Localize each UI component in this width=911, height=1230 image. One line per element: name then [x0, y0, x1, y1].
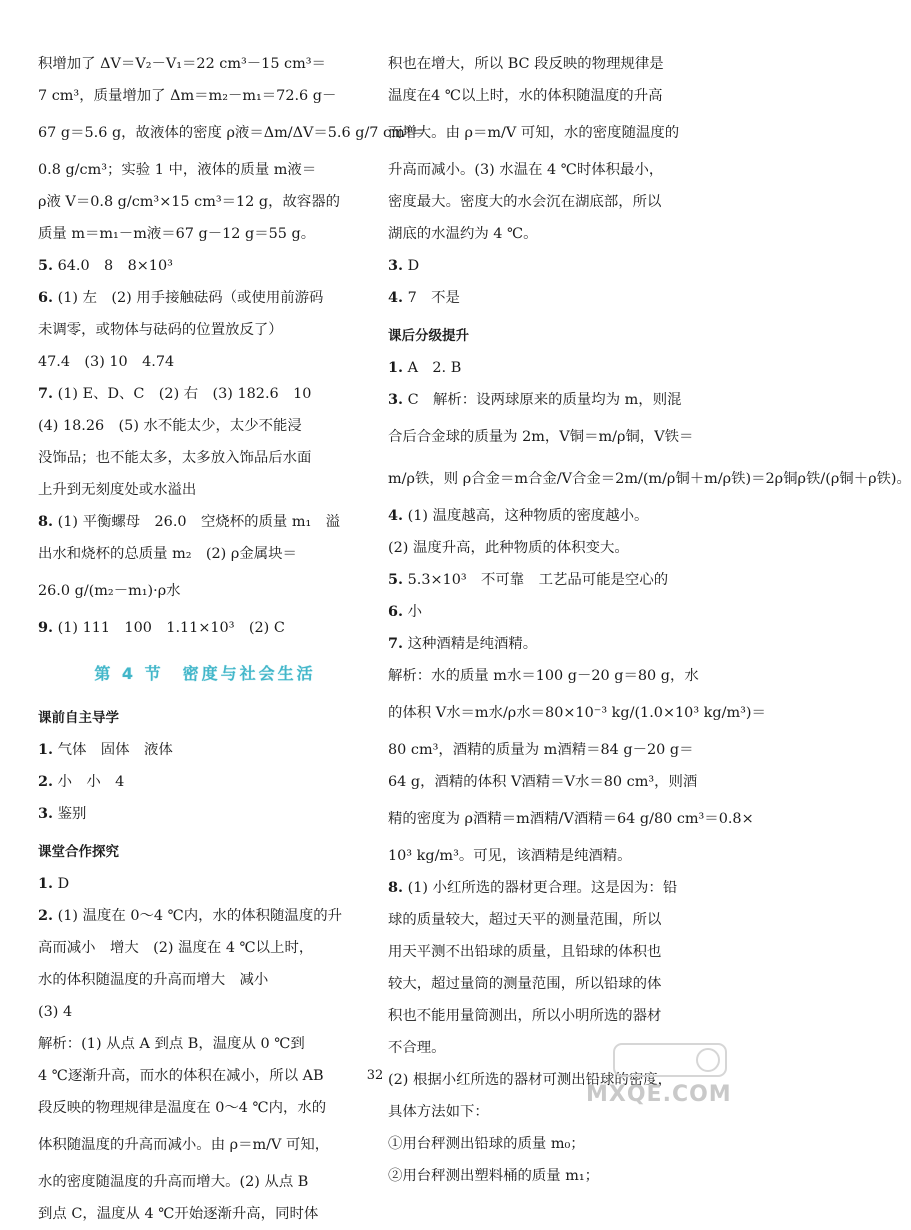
text-line: 上升到无刻度处或水溢出: [38, 482, 197, 498]
answer-item: [38, 282, 372, 314]
item-number: 2.: [38, 907, 54, 924]
item-text: 鉴别: [57, 806, 87, 822]
text-line: 未调零，或物体与砝码的位置放反了）: [38, 322, 283, 338]
text-line: 湖底的水温约为 4 ℃。: [388, 226, 538, 242]
text-line: 解析：(1) 从点 A 到点 B，温度从 0 ℃到: [38, 1036, 305, 1052]
text-line: 较大，超过量筒的测量范围，所以铅球的体: [388, 976, 662, 992]
text-line: (2) 根据小红所选的器材可测出铅球的密度，: [388, 1072, 672, 1088]
text-line: 质量 m＝m₁－m液＝67 g－12 g＝55 g。: [38, 226, 316, 242]
answer-item: [38, 250, 372, 282]
text-line: 合后合金球的质量为 2m，V铜＝m/ρ铜，V铁＝: [388, 429, 694, 445]
item-text: 这种酒精是纯酒精。: [407, 636, 538, 652]
section-heading: 课堂合作探究: [38, 844, 119, 860]
text-line: 密度最大。密度大的水会沉在湖底部，所以: [388, 194, 662, 210]
answer-item: [388, 596, 714, 628]
item-number: 1.: [38, 741, 54, 758]
answer-item: [38, 378, 372, 410]
text-line: 段反映的物理规律是温度在 0～4 ℃内，水的: [38, 1100, 327, 1116]
answer-item: [388, 384, 714, 416]
item-number: 7.: [388, 635, 404, 652]
section-title: 第 4 节 密度与社会生活: [94, 664, 316, 683]
watermark-logo-ring: [697, 1049, 719, 1071]
item-text: (1) 111 100 1.11×10³ (2) C: [57, 620, 285, 636]
item-text: 5.3×10³ 不可靠 工艺品可能是空心的: [407, 572, 669, 588]
item-number: 6.: [38, 289, 54, 306]
answer-item: [388, 628, 714, 660]
item-number: 7.: [38, 385, 54, 402]
item-text: A 2. B: [407, 360, 462, 376]
text-line: 10³ kg/m³。可见，该酒精是纯酒精。: [388, 848, 632, 864]
item-number: 3.: [388, 257, 404, 274]
page-number: 32: [366, 1068, 384, 1083]
text-line: ②用台秤测出塑料桶的质量 m₁；: [388, 1168, 600, 1184]
answer-item: [38, 506, 372, 538]
item-text: (1) 温度在 0～4 ℃内，水的体积随温度的升: [57, 908, 342, 924]
answer-item: [38, 612, 372, 644]
item-number: 9.: [38, 619, 54, 636]
item-text: (1) 平衡螺母 26.0 空烧杯的质量 m₁ 溢: [57, 514, 341, 530]
answer-item: [388, 872, 714, 904]
text-line: 没饰品；也不能太多，太多放入饰品后水面: [38, 450, 312, 466]
text-line: 而增大。由 ρ＝m/V 可知，水的密度随温度的: [388, 125, 680, 141]
text-line: (3) 4: [38, 1004, 73, 1020]
item-text: D: [57, 876, 70, 892]
text-line: 体积随温度的升高而减小。由 ρ＝m/V 可知，: [38, 1137, 330, 1153]
answer-item: [38, 798, 372, 830]
item-number: 4.: [388, 507, 404, 524]
text-line: 用天平测不出铅球的质量，且铅球的体积也: [388, 944, 662, 960]
section-heading: 课后分级提升: [388, 328, 469, 344]
text-line: 不合理。: [388, 1040, 446, 1056]
text-line: (4) 18.26 (5) 水不能太少，太少不能浸: [38, 418, 302, 434]
item-text: 气体 固体 液体: [57, 742, 173, 758]
answer-item: [388, 352, 714, 384]
text-line: 80 cm³，酒精的质量为 m酒精＝84 g－20 g＝: [388, 742, 694, 758]
item-number: 5.: [38, 257, 54, 274]
watermark-text: MXQE.COM: [586, 1082, 732, 1107]
watermark-logo: [612, 1040, 730, 1080]
text-line: 高而减小 增大 (2) 温度在 4 ℃以上时，: [38, 940, 314, 956]
item-text: (1) 左 (2) 用手接触砝码（或使用前游码: [57, 290, 324, 306]
item-text: 小: [407, 604, 423, 620]
item-text: (1) 小红所选的器材更合理。这是因为：铅: [407, 880, 678, 896]
answer-item: [38, 766, 372, 798]
item-number: 3.: [388, 391, 404, 408]
answer-item: [388, 564, 714, 596]
item-number: 8.: [38, 513, 54, 530]
answer-item: [388, 500, 714, 532]
text-line: 具体方法如下：: [388, 1104, 489, 1120]
section-heading: 课前自主导学: [38, 710, 119, 726]
text-line: 解析：水的质量 m水＝100 g－20 g＝80 g，水: [388, 668, 699, 684]
answer-item: [388, 282, 714, 314]
right-column: [388, 48, 911, 1192]
text-line: 4 ℃逐渐升高，而水的体积在减小，所以 AB: [38, 1068, 324, 1084]
text-line: 到点 C，温度从 4 ℃开始逐渐升高，同时体: [38, 1206, 319, 1222]
item-text: (1) E、D、C (2) 右 (3) 182.6 10: [57, 386, 312, 402]
text-line: 精的密度为 ρ酒精＝m酒精/V酒精＝64 g/80 cm³＝0.8×: [388, 811, 754, 827]
answer-item: [38, 734, 372, 766]
answer-item: [38, 868, 372, 900]
item-text: 7 不是: [407, 290, 460, 306]
item-text: 小 小 4: [57, 774, 125, 790]
text-line: 47.4 (3) 10 4.74: [38, 354, 175, 370]
item-text: C 解析：设两球原来的质量均为 m，则混: [407, 392, 682, 408]
text-line: 0.8 g/cm³；实验 1 中，液体的质量 m液＝: [38, 162, 317, 178]
item-number: 1.: [38, 875, 54, 892]
item-number: 1.: [388, 359, 404, 376]
text-line: 26.0 g/(m₂－m₁)·ρ水: [38, 583, 181, 599]
item-number: 2.: [38, 773, 54, 790]
item-number: 3.: [38, 805, 54, 822]
text-line: 积也在增大，所以 BC 段反映的物理规律是: [388, 56, 664, 72]
text-line: ρ液 V＝0.8 g/cm³×15 cm³＝12 g，故容器的: [38, 194, 341, 210]
text-line: 7 cm³，质量增加了 Δm＝m₂－m₁＝72.6 g－: [38, 88, 337, 104]
answer-item: [388, 250, 714, 282]
text-line: (2) 温度升高，此种物质的体积变大。: [388, 540, 629, 556]
text-line: m/ρ铁，则 ρ合金＝m合金/V合金＝2m/(m/ρ铜＋m/ρ铁)＝2ρ铜ρ铁/(ρ铜＋ρ铁)。: [388, 471, 911, 487]
text-line: 升高而减小。(3) 水温在 4 ℃时体积最小，: [388, 162, 664, 178]
text-line: 球的质量较大，超过天平的测量范围，所以: [388, 912, 662, 928]
item-text: 64.0 8 8×10³: [57, 258, 173, 274]
item-text: D: [407, 258, 420, 274]
item-number: 4.: [388, 289, 404, 306]
item-number: 6.: [388, 603, 404, 620]
item-number: 5.: [388, 571, 404, 588]
text-line: ①用台秤测出铅球的质量 m₀；: [388, 1136, 585, 1152]
text-line: 积增加了 ΔV＝V₂－V₁＝22 cm³－15 cm³＝: [38, 56, 326, 72]
text-line: 出水和烧杯的总质量 m₂ (2) ρ金属块＝: [38, 546, 297, 562]
text-line: 积也不能用量筒测出，所以小明所选的器材: [388, 1008, 662, 1024]
text-line: 64 g，酒精的体积 V酒精＝V水＝80 cm³，则酒: [388, 774, 698, 790]
text-line: 的体积 V水＝m水/ρ水＝80×10⁻³ kg/(1.0×10³ kg/m³)＝: [388, 705, 766, 721]
text-line: 水的密度随温度的升高而增大。(2) 从点 B: [38, 1174, 309, 1190]
text-line: 温度在4 ℃以上时，水的体积随温度的升高: [388, 88, 663, 104]
text-line: 水的体积随温度的升高而增大 减小: [38, 972, 269, 988]
text-line: 67 g＝5.6 g，故液体的密度 ρ液＝Δm/ΔV＝5.6 g/7 cm³＝: [38, 125, 425, 141]
item-number: 8.: [388, 879, 404, 896]
answer-item: [38, 900, 372, 932]
item-text: (1) 温度越高，这种物质的密度越小。: [407, 508, 649, 524]
